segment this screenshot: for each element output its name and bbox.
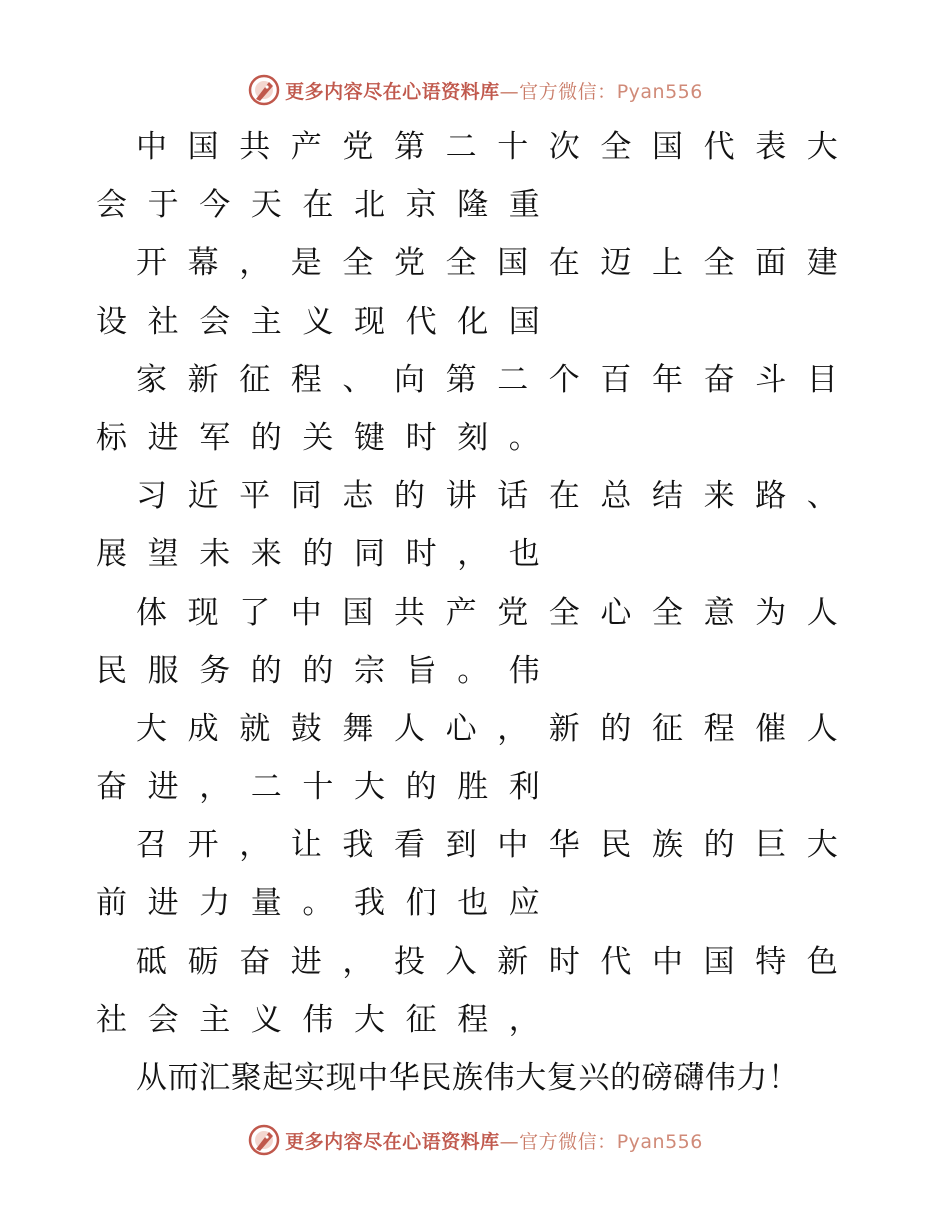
text-line: 习近平同志的讲话在总结来路、 — [136, 478, 859, 515]
watermark-brand: 更多内容尽在心语资料库 — [285, 80, 500, 103]
watermark-separator: — — [499, 80, 520, 103]
watermark-text — [285, 1127, 703, 1154]
pen-nib-logo-icon — [247, 73, 281, 107]
text-line: 社会主义伟大征程， — [96, 1001, 561, 1038]
watermark-separator: — — [499, 1130, 520, 1153]
text-line: 前进力量。我们也应 — [96, 885, 561, 922]
text-line: 开幕，是全党全国在迈上全面建 — [136, 245, 859, 282]
text-line: 中国共产党第二十次全国代表大 — [136, 129, 859, 165]
watermark-tail: 官方微信： — [519, 80, 617, 103]
text-line: 会于今天在北京隆重 — [96, 187, 561, 224]
text-line-final: 从而汇聚起实现中华民族伟大复兴的磅礴伟力！ — [136, 1060, 800, 1096]
watermark-id: Pyan556 — [616, 80, 703, 103]
watermark-id: Pyan556 — [616, 1130, 703, 1153]
watermark-footer — [0, 1120, 950, 1160]
pen-nib-logo-icon — [247, 1123, 281, 1157]
text-line: 召开，让我看到中华民族的巨大 — [136, 827, 859, 864]
text-line: 家新征程、向第二个百年奋斗目 — [136, 361, 859, 398]
text-line: 展望未来的同时，也 — [96, 536, 561, 573]
watermark-tail: 官方微信： — [519, 1130, 617, 1153]
text-line: 砥砺奋进，投入新时代中国特色 — [136, 943, 859, 980]
watermark-header — [0, 70, 950, 110]
watermark-brand: 更多内容尽在心语资料库 — [285, 1130, 500, 1153]
text-line: 体现了中国共产党全心全意为人 — [136, 594, 859, 631]
text-line: 奋进，二十大的胜利 — [96, 769, 561, 806]
document-body — [96, 118, 859, 1107]
text-line: 设社会主义现代化国 — [96, 303, 561, 340]
text-line: 标进军的关键时刻。 — [96, 419, 561, 456]
watermark-text — [285, 77, 703, 104]
text-line: 大成就鼓舞人心，新的征程催人 — [136, 710, 859, 747]
text-line: 民服务的的宗旨。伟 — [96, 652, 561, 689]
